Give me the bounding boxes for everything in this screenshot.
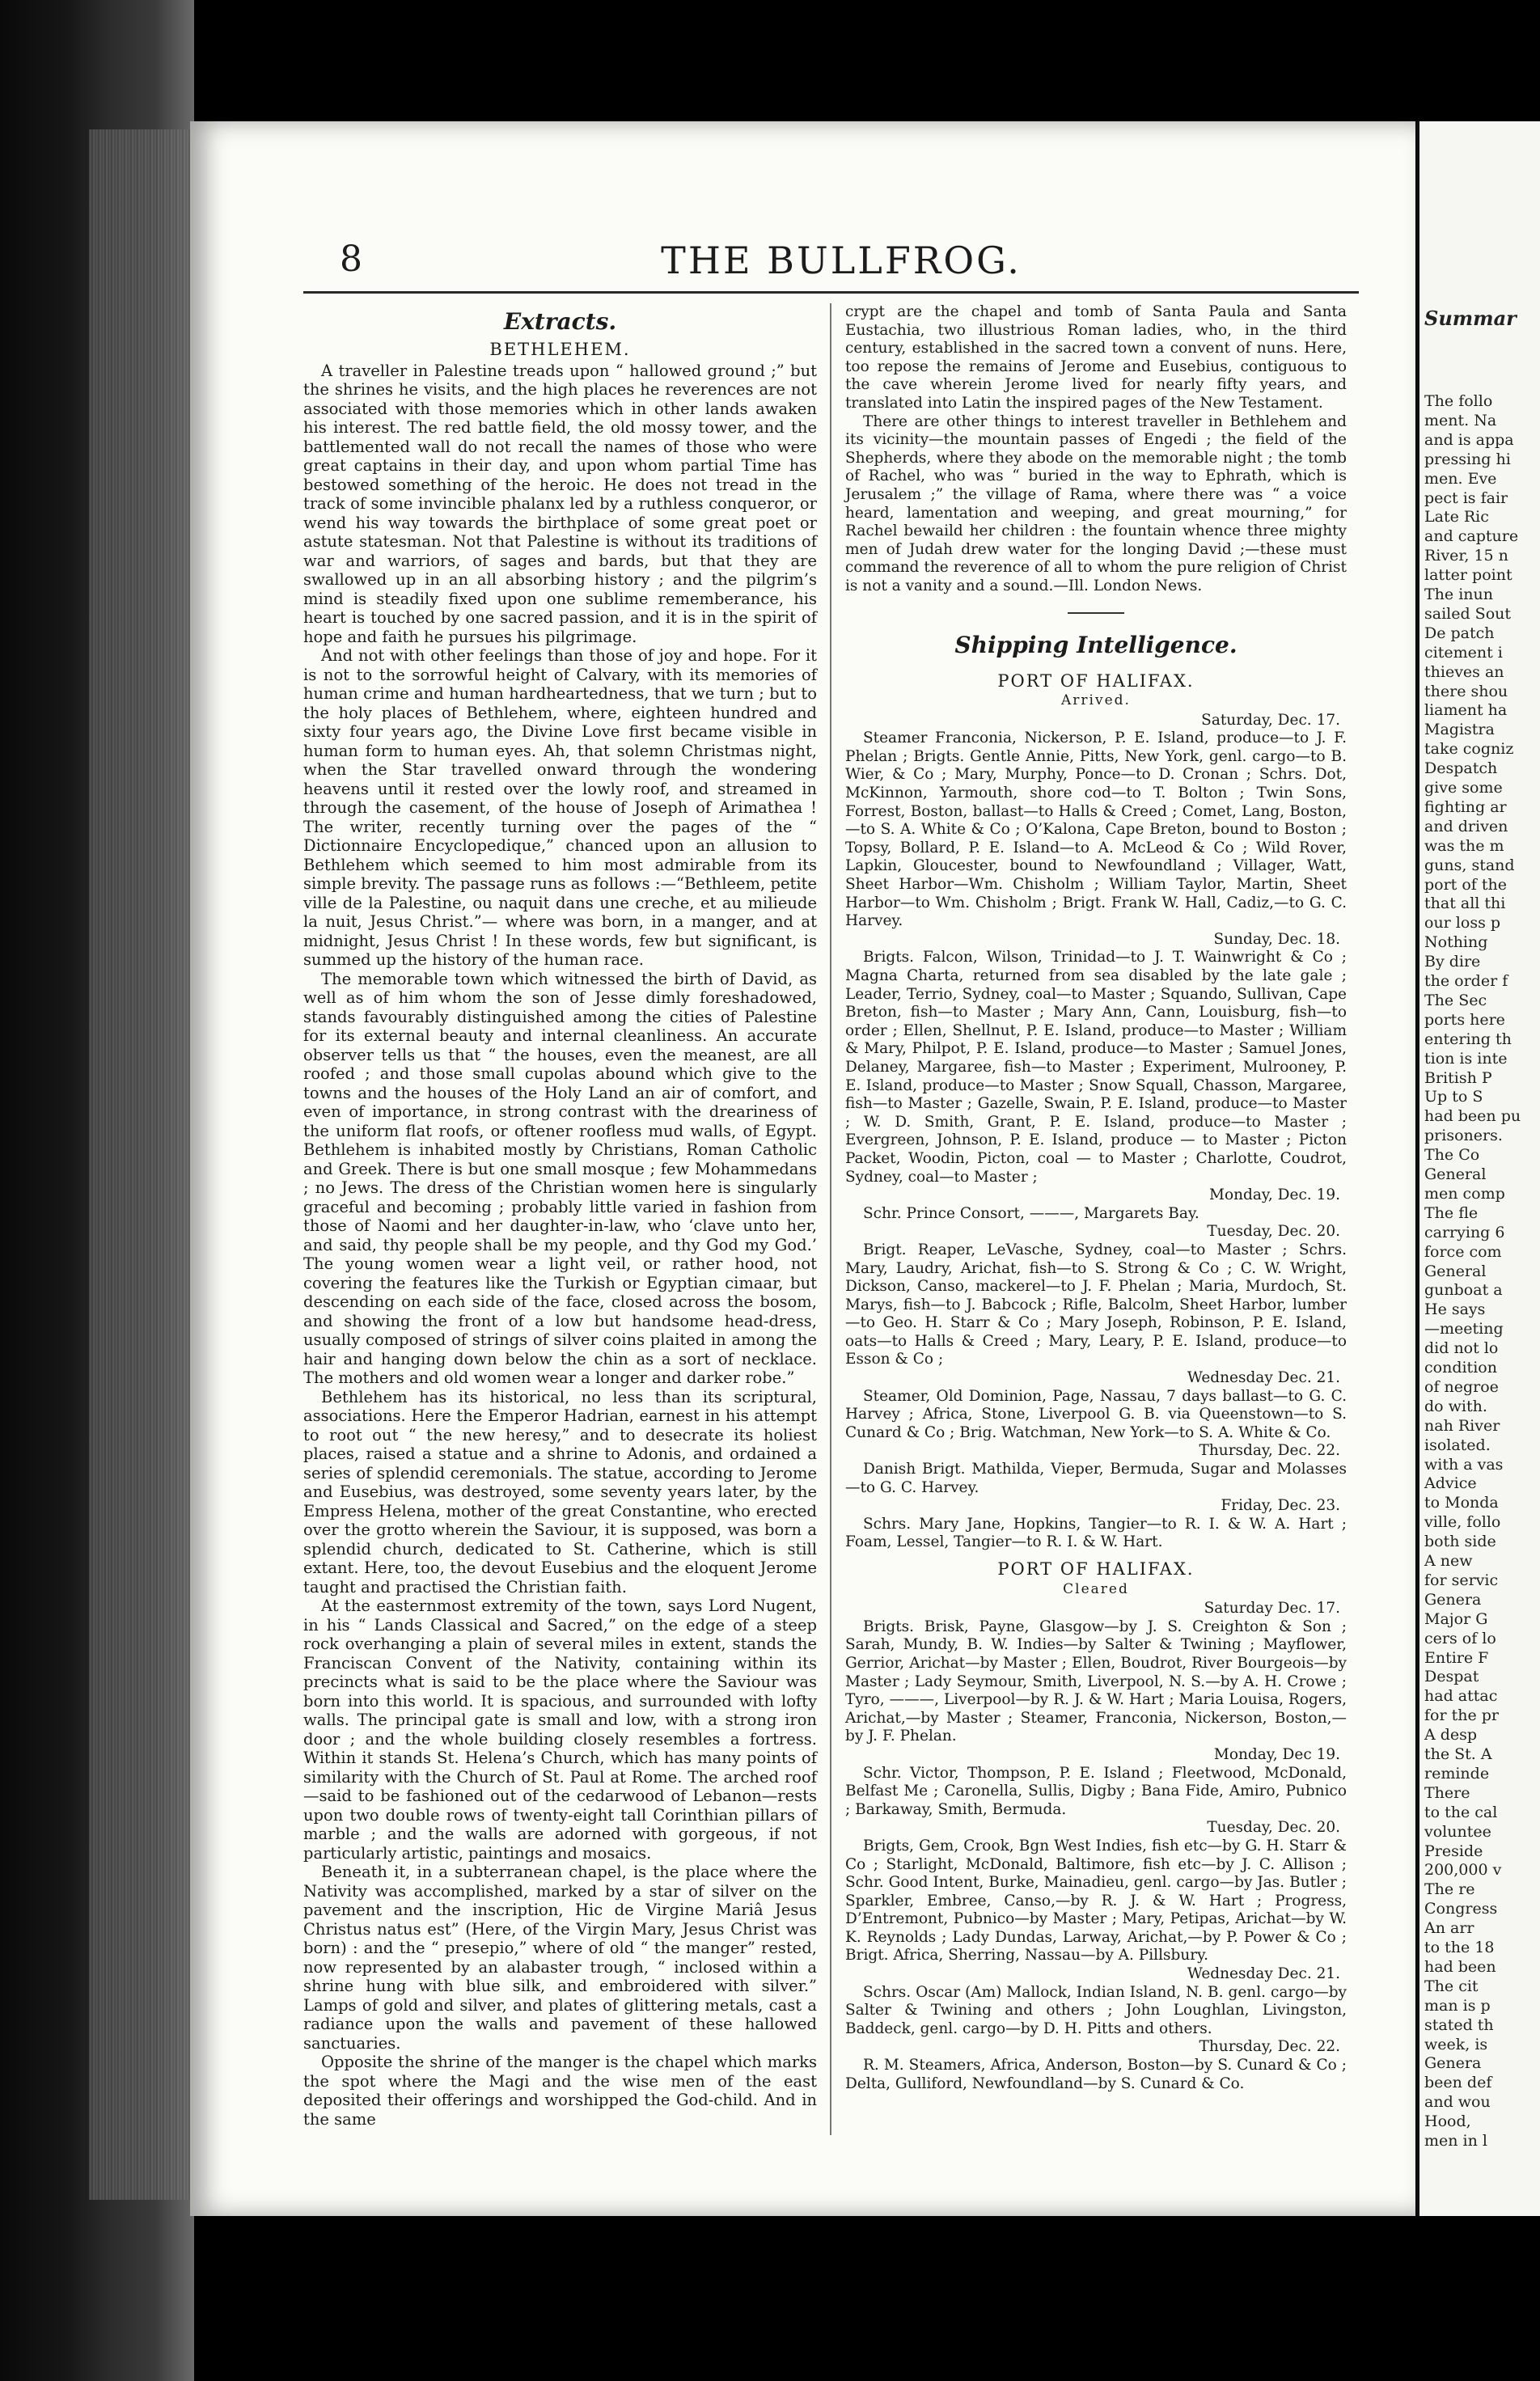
next-page-line: man is p: [1424, 1996, 1491, 2015]
next-page-line: stated th: [1424, 2015, 1494, 2034]
next-page-line: An arr: [1424, 1919, 1474, 1938]
next-page-line: Preside: [1424, 1842, 1483, 1860]
next-page-line: ment. Na: [1424, 411, 1497, 429]
next-page-line: The fle: [1424, 1203, 1479, 1222]
next-page-line: cers of lo: [1424, 1629, 1496, 1647]
next-page-line: Magistra: [1424, 721, 1495, 739]
next-page-line: gunboat a: [1424, 1281, 1503, 1300]
next-page-line: The Sec: [1424, 991, 1487, 1009]
next-page-line: to the 18: [1424, 1939, 1495, 1956]
page-edges: [89, 129, 202, 2200]
next-page-line: with a vas: [1424, 1455, 1504, 1474]
shipping-entry: Danish Brigt. Mathilda, Vieper, Bermuda, Sugar and Molasses—to G. C. Harvey.: [845, 1461, 1347, 1496]
next-page-line: to Monda: [1424, 1494, 1499, 1512]
next-page-line: Up to S: [1424, 1088, 1483, 1106]
next-page-line: thieves an: [1424, 662, 1504, 681]
next-page-line: men comp: [1424, 1184, 1505, 1203]
article-continuation: There are other things to interest traveller in Bethlehem and its vicinity—the mountain passes of Engedi ; the field of the Shepherds, where they abode on the memorable night ; the tomb of Rachel, who was “ buried in the way to Ephrath, which is Jerusalem ;” the village of Rama, where there was “ a voice heard, lamentation and weeping, and great mourning,” for Rachel bewaild her children : the fountain whence three mighty men of Judah drew water for the longing David ;—these must command the reverence of all to whom the pure religion of Christ is not a vanity and a sound.—Ill. London News.: [845, 412, 1347, 594]
next-page-line: both side: [1424, 1533, 1496, 1551]
section-rule: [1068, 612, 1124, 614]
next-page-line: to the cal: [1424, 1803, 1498, 1821]
article-paragraph: Opposite the shrine of the manger is the chapel which marks the spot where the Magi and the wise men of the east deposited their offerings and worshipped the God-child. And in the same: [303, 2053, 817, 2129]
next-page-line: liament ha: [1424, 701, 1508, 720]
next-page-line: our loss p: [1424, 914, 1501, 933]
next-page-line: guns, stand: [1424, 856, 1515, 874]
shipping-date: Sunday, Dec. 18.: [1213, 930, 1340, 948]
next-page-line: By dire: [1424, 953, 1481, 971]
next-page-line: and wou: [1424, 2093, 1491, 2112]
shipping-entry: R. M. Steamers, Africa, Anderson, Boston—by S. Cunard & Co ; Delta, Gulliford, Newfoundland—by S. Cunard & Co.: [845, 2057, 1347, 2092]
shipping-date: Tuesday, Dec. 20.: [1207, 1223, 1340, 1241]
next-page-line: Genera: [1424, 2054, 1482, 2073]
next-page-line: prisoners.: [1424, 1127, 1503, 1145]
article-paragraph: The memorable town which witnessed the birth of David, as well as of him whom the son of Jesse dimly foreshadowed, stands favourably distinguished among the cities of Palestine for its external beauty and internal cleanliness. An accurate observer tells us that “ the houses, even the meanest, are all roofed ; and those small cupolas abound which give to the towns and the houses of the Holy Land an air of comfort, and even of importance, in strong contrast with the dreariness of the uniform flat roofs, or oftener roofless mud walls, of Egypt. Bethlehem is inhabited mostly by Christians, Roman Catholic and Greek. There is but one small mosque ; few Mohammedans ; no Jews. The dress of the Christian women here is singularly graceful and becoming ; probably little varied in fashion from those of Naomi and her daughter-in-law, who ‘clave unto her, and said, thy people shall be my people, and thy God my God.’ The young women wear a light veil, or rather hood, not covering the features like the Turkish or Egyptian cimaar, but descending on each side of the face, closed across the bosom, and showing the front of a low but handsome head-dress, usually composed of strings of silver coins plaited in among the hair and hanging down below the chin as a sort of necklace. The mothers and old women wear a longer and darker robe.”: [303, 969, 817, 1387]
shipping-date: Thursday, Dec. 22.: [1199, 1442, 1340, 1460]
shipping-entry: Brigts. Brisk, Payne, Glasgow—by J. S. Creighton & Son ; Sarah, Mundy, B. W. Indies—by Salter & Twining ; Mayflower, Gerrior, Arichat—by Master ; Ellen, Boudrot, River Bourgeois—by Master ; Lady Seymour, Smith, Liverpool, N. S.—by A. H. Crowe ; Tyro, ———, Liverpool—by R. J. & W. Hart ; Maria Louisa, Rogers, Arichat,—by Master ; Steamer, Franconia, Nickerson, Boston,—by J. F. Phelan.: [845, 1618, 1347, 1745]
next-page-line: The follo: [1424, 392, 1493, 410]
shipping-heading: Shipping Intelligence.: [954, 631, 1238, 658]
next-page-line: ports here: [1424, 1010, 1505, 1029]
next-page-line: for servic: [1424, 1571, 1499, 1589]
next-page-line: pressing hi: [1424, 450, 1511, 468]
next-page-line: give some: [1424, 779, 1503, 797]
extracts-heading: Extracts.: [503, 308, 617, 335]
shipping-date: Monday, Dec 19.: [1213, 1745, 1340, 1763]
paper-title: THE BULLFROG.: [661, 239, 1022, 282]
shipping-date: Monday, Dec. 19.: [1209, 1186, 1340, 1204]
next-page-line: latter point: [1424, 566, 1512, 585]
next-page-line: for the pr: [1424, 1706, 1499, 1725]
next-page-line: British P: [1424, 1068, 1492, 1087]
next-page-line: and driven: [1424, 817, 1508, 835]
next-page-line: and capture: [1424, 527, 1519, 546]
shipping-date: Saturday, Dec. 17.: [1201, 711, 1340, 729]
next-page-line: isolated.: [1424, 1436, 1491, 1454]
article-title: BETHLEHEM.: [489, 340, 631, 359]
next-page-line: Genera: [1424, 1590, 1482, 1609]
masthead-rule: [303, 291, 1359, 294]
next-page-line: —meeting: [1424, 1320, 1504, 1339]
next-page-line: The cit: [1424, 1977, 1479, 1995]
shipping-date: Thursday, Dec. 22.: [1199, 2038, 1340, 2056]
next-page-line: nah River: [1424, 1416, 1500, 1435]
next-page-line: carrying 6: [1424, 1223, 1505, 1241]
article-paragraph: A traveller in Palestine treads upon “ hallowed ground ;” but the shrines he visits, and the high places he reverences are not associated with those memories which in other lands awaken his interest. The red battle field, the old mossy tower, and the battlemented wall do not recall the names of those who were great captains in their day, and upon whom partial Time has bestowed something of the heroic. He does not tread in the track of some invincible phalanx led by a ruthless conqueror, or wend his way towards the birthplace of some great poet or astute statesman. Not that Palestine is without its traditions of war and warriors, of sages and bards, but that they are swallowed up in an all absorbing history ; and the pilgrim’s mind is steadily fixed upon one sublime rememberance, his heart is touched by one sacred passion, and it is in the spirit of hope and faith he pursues his pilgrimage.: [303, 361, 817, 646]
next-page-line: A new: [1424, 1552, 1473, 1570]
next-page-line: take cogniz: [1424, 740, 1514, 759]
arrived-port-title: PORT OF HALIFAX.: [997, 670, 1195, 691]
next-page-line: port of the: [1424, 875, 1507, 894]
next-page-line: did not lo: [1424, 1339, 1499, 1358]
next-page-line: 200,000 v: [1424, 1861, 1502, 1880]
next-page-line: voluntee: [1424, 1822, 1491, 1841]
next-page-line: tion is inte: [1424, 1049, 1508, 1068]
next-page-line: De patch: [1424, 624, 1495, 642]
next-page-line: The inun: [1424, 586, 1493, 603]
shipping-entry: Schr. Prince Consort, ———, Margarets Bay.: [863, 1204, 1199, 1222]
next-page-edge: [1417, 121, 1540, 2216]
column-divider: [830, 303, 831, 2135]
next-page-line: was the m: [1424, 836, 1504, 855]
next-page-line: do with.: [1424, 1397, 1487, 1415]
shipping-date: Tuesday, Dec. 20.: [1207, 1819, 1340, 1837]
next-page-line: men in l: [1424, 2132, 1487, 2150]
next-page-line: there shou: [1424, 682, 1508, 700]
article-paragraph: And not with other feelings than those of joy and hope. For it is not to the sorrowful height of Calvary, with its memories of human crime and human hardheartedness, that we turn ; but to the holy places of Bethlehem, where, eighteen hundred and sixty four years ago, the Divine Love first became visible in human form to human eyes. Ah, that solemn Christmas night, when the Star travelled onward through the wondering heavens until it rested over the lowly roof, and streamed in through the casement, of the house of Joseph of Arimathea ! The writer, recently turning over the pages of the “ Dictionnaire Encyclopedique,” chanced upon an allusion to Bethlehem which seemed to him most admirable from its simple brevity. The passage runs as follows :—“Bethleem, petite ville de la Palestine, ou naquit dans une creche, et au milieude la nuit, Jesus Christ.”— where was born, in a manger, and at midnight, Jesus Christ ! In these words, few but significant, is summed up the history of the human race.: [303, 646, 817, 969]
shipping-entry: Schrs. Mary Jane, Hopkins, Tangier—to R. I. & W. A. Hart ; Foam, Lessel, Tangier—to R. I. & W. Hart.: [845, 1515, 1347, 1551]
cleared-port-title: PORT OF HALIFAX.: [997, 1559, 1195, 1579]
next-page-line: condition: [1424, 1359, 1497, 1377]
shipping-entry: Schr. Victor, Thompson, P. E. Island ; Fleetwood, McDonald, Belfast Me ; Caronella, Sullis, Digby ; Bana Fide, Amiro, Pubnico ; Barkaway, Smith, Bermuda.: [845, 1764, 1347, 1818]
shipping-entry: Brigts. Falcon, Wilson, Trinidad—to J. T. Wainwright & Co ; Magna Charta, returned from sea disabled by the late gale ; Leader, Terrio, Sydney, coal—to Master ; Squando, Sullivan, Cape Breton, fish—to Master ; Mary Ann, Cann, Louisburg, fish—to order ; Ellen, Shellnut, P. E. Island, produce—to Master ; William & Mary, Philpot, P. E. Island, produce—to Master ; Samuel Jones, Delaney, Margaree, fish—to Master ; Experiment, Mulrooney, P. E. Island, produce—to Master ; Snow Squall, Chasson, Margaree, fish—to Master ; Gazelle, Swain, P. E. Island, produce—to Master ; W. D. Smith, Grant, P. E. Island, produce—to Master ; Evergreen, Johnson, P. E. Island, produce — to Master ; Picton Packet, Woodin, Picton, coal — to Master ; Charlotte, Coudrot, Sydney, coal—to Master ;: [845, 949, 1347, 1186]
next-page-line: that all thi: [1424, 894, 1506, 913]
next-page-line: The re: [1424, 1880, 1475, 1899]
next-page-line: A desp: [1424, 1726, 1478, 1745]
article-continuation: crypt are the chapel and tomb of Santa Paula and Santa Eustachia, two illustrious Roman ladies, who, in the third century, established in the sacred town a convent of nuns. Here, too repose the remains of Jerome and Eusebius, contiguous to the cave wherein Jerome lived for nearly fifty years, and translated into Latin the inspired pages of the New Testament.: [845, 303, 1347, 412]
next-page-line: The Co: [1424, 1146, 1480, 1165]
next-page-line: the order f: [1424, 972, 1508, 990]
next-page-line: Despatch: [1424, 759, 1498, 778]
next-page-line: Major G: [1424, 1609, 1488, 1628]
next-page-line: Nothing: [1424, 933, 1488, 952]
next-page-line: fighting ar: [1424, 797, 1507, 816]
next-page-line: There: [1424, 1783, 1470, 1802]
shipping-entry: Brigt. Reaper, LeVasche, Sydney, coal—to Master ; Schrs. Mary, Laudry, Arichat, fish—to S. Strong & Co ; C. W. Wright, Dickson, Canso, mackerel—to J. F. Phelan ; Maria, Murdoch, St. Marys, fish—to J. Babcock ; Rifle, Balcolm, Sheet Harbor, lumber—to Geo. H. Starr & Co ; Mary Joseph, Robinson, P. E. Island, oats—to Halls & Creed ; Mary, Leary, P. E. Island, produce—to Esson & Co ;: [845, 1241, 1347, 1368]
next-page-line: General: [1424, 1165, 1487, 1183]
shipping-date: Wednesday Dec. 21.: [1187, 1369, 1340, 1387]
next-page-line: ville, follo: [1424, 1513, 1501, 1532]
shipping-entry: Steamer Franconia, Nickerson, P. E. Island, produce—to J. F. Phelan ; Brigts. Gentle Annie, Pitts, New York, genl. cargo—to B. Wier, & Co ; Mary, Murphy, Ponce—to D. Cronan ; Schrs. Dot, McKinnon, Yarmouth, shore cod—to T. Bolton ; Twin Sons, Forrest, Boston, ballast—to Halls & Creed ; Comet, Lang, Boston,—to S. A. White & Co ; O’Kalona, Cape Breton, bound to Boston ; Topsy, Bollard, P. E. Island—to A. McLeod & Co ; Wild Rover, Lapkin, Gloucester, bound to Newfoundland ; Villager, Watt, Sheet Harbor—Wm. Chisholm ; William Taylor, Martin, Sheet Harbor—to Wm. Chisholm ; Brigt. Frank W. Hall, Cadiz,—to G. C. Harvey.: [845, 730, 1347, 930]
shipping-date: Wednesday Dec. 21.: [1187, 1965, 1340, 1983]
next-page-line: Late Ric: [1424, 508, 1489, 527]
next-page-line: force com: [1424, 1242, 1502, 1261]
next-page-heading: Summar: [1424, 307, 1517, 330]
next-page-line: and is appa: [1424, 430, 1514, 449]
next-page-line: Entire F: [1424, 1648, 1489, 1667]
next-page-line: Congress: [1424, 1900, 1498, 1918]
next-page-line: had been: [1424, 1957, 1496, 1976]
article-paragraph: Bethlehem has its historical, no less than its scriptural, associations. Here the Emperor Hadrian, earnest in his attempt to root out “ the new heresy,” and to desecrate its holiest places, raised a statue and a shrine to Adonis, and ordained a series of splendid ceremonials. The statue, according to Jerome and Eusebius, was destroyed, some seventy years later, by the Empress Helena, mother of the great Constantine, who erected over the grotto wherein the Saviour, it is supposed, was born a splendid church, dedicated to St. Catherine, which is still extant. Here, too, the devout Eusebius and the eloquent Jerome taught and practised the Christian faith.: [303, 1387, 817, 1596]
next-page-line: had attac: [1424, 1687, 1498, 1706]
next-page-line: reminde: [1424, 1764, 1490, 1783]
next-page-line: week, is: [1424, 2035, 1488, 2053]
article-paragraph: Beneath it, in a subterranean chapel, is the place where the Nativity was accomplished, marked by a star of silver on the pavement and the inscription, Hic de Virgine Mariâ Jesus Christus natus est” (Here, of the Virgin Mary, Jesus Christ was born) : and the “ presepio,” where of old “ the manger” rested, now represented by an alabaster trough, “ inclosed within a shrine hung with blue silk, and embroidered with silver.” Lamps of gold and silver, and plates of glittering metals, cast a radiance upon the walls and pavement of these hallowed sanctuaries.: [303, 1863, 817, 2053]
next-page-line: citement i: [1424, 643, 1503, 662]
column-right: [845, 303, 1347, 2093]
cleared-label: Cleared: [1063, 1580, 1129, 1597]
shipping-entry: Schrs. Oscar (Am) Mallock, Indian Island, N. B. genl. cargo—by Salter & Twining and others ; John Loughlan, Livingston, Baddeck, genl. cargo—by D. H. Pitts and others.: [845, 1983, 1347, 2037]
shipping-date: Friday, Dec. 23.: [1221, 1497, 1340, 1515]
next-page-line: sailed Sout: [1424, 604, 1512, 623]
next-page-line: Despat: [1424, 1668, 1479, 1686]
next-page-line: General: [1424, 1262, 1487, 1280]
masthead: [340, 239, 1343, 295]
next-page-line: River, 15 n: [1424, 547, 1508, 565]
next-page-line: Hood,: [1424, 2112, 1471, 2131]
page-number: 8: [340, 239, 362, 280]
next-page-line: Advice: [1424, 1474, 1477, 1493]
shipping-entry: Steamer, Old Dominion, Page, Nassau, 7 days ballast—to G. C. Harvey ; Africa, Stone, Liverpool G. B. via Queenstown—to S. Cunard & Co ; Brig. Watchman, New York—to S. A. White & Co.: [845, 1387, 1347, 1441]
next-page-line: He says: [1424, 1300, 1486, 1319]
next-page-line: men. Eve: [1424, 469, 1497, 488]
next-page-line: been def: [1424, 2074, 1492, 2092]
arrived-label: Arrived.: [1061, 692, 1131, 709]
shipping-date: Saturday Dec. 17.: [1204, 1600, 1340, 1618]
next-page-line: the St. A: [1424, 1745, 1492, 1763]
next-page-line: of negroe: [1424, 1377, 1499, 1396]
next-page-line: entering th: [1424, 1030, 1512, 1048]
column-left: [303, 303, 817, 2129]
article-paragraph: At the easternmost extremity of the town, says Lord Nugent, in his “ Lands Classical and Sacred,” on the edge of a steep rock overhanging a plain of several miles in extent, stands the Franciscan Convent of the Nativity, containing within its precincts what is said to be the place where the Saviour was born into this world. It is spacious, and surrounded with lofty walls. The principal gate is small and low, with a strong iron door ; and the whole building closely resembles a fortress. Within it stands St. Helena’s Church, which has many points of similarity with the Church of St. Paul at Rome. The arched roof—said to be fashioned out of the cedarwood of Lebanon—rests upon two double rows of twenty-eight tall Corinthian pillars of marble ; and the walls are adorned with gorgeous, if not particularly artistic, paintings and mosaics.: [303, 1596, 817, 1863]
shipping-entry: Brigts, Gem, Crook, Bgn West Indies, fish etc—by G. H. Starr & Co ; Starlight, McDonald, Baltimore, fish etc—by J. C. Allison ; Schr. Good Intent, Burke, Mainadieu, genl. cargo—by Jas. Butler ; Sparkler, Embree, Canso,—by R. J. & W. Hart ; Progress, D’Entremont, Pubnico—by Master ; Mary, Petipas, Arichat—by W. K. Reynolds ; Lady Dundas, Larway, Arichat,—by P. Power & Co ; Brigt. Africa, Sherring, Nassau—by A. Pillsbury.: [845, 1837, 1347, 1964]
next-page-line: had been pu: [1424, 1107, 1521, 1126]
next-page-line: pect is fair: [1424, 488, 1508, 507]
